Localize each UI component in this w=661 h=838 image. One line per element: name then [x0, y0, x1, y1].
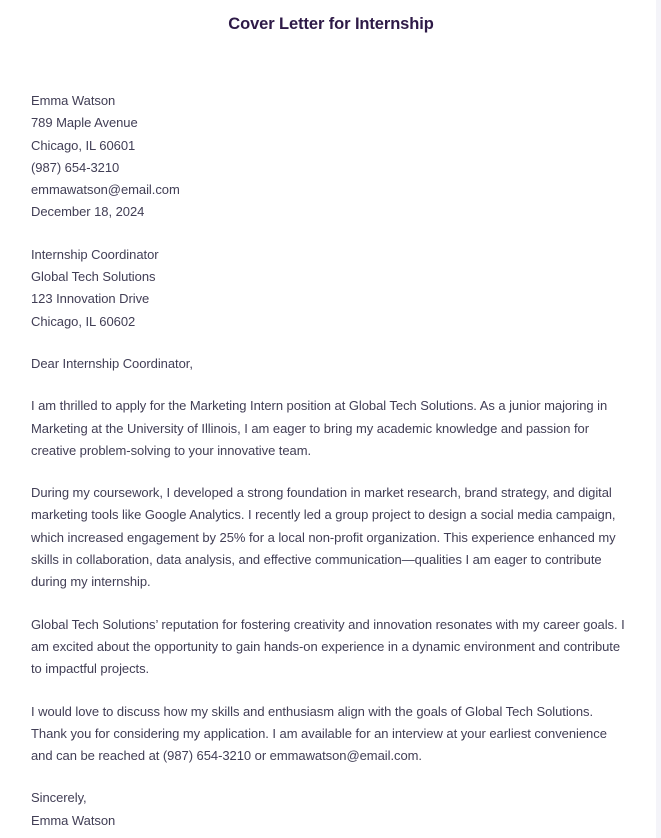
letter-date: December 18, 2024: [31, 204, 145, 220]
paragraph-call-to-action: I would love to discuss how my skills and enthusiasm align with the goals of Global Tech Solutions. Thank you for considering my application. I am available for an interview at your earliest convenience and can be reached at (987) 654-3210 or emmawatson@email.com.: [31, 703, 607, 764]
paragraph-company-motivation: Global Tech Solutions’ reputation for fostering creativity and innovation resonates with my career goals. I am excited about the opportunity to gain hands-on experience in a dynamic environment and contribute to impactful projects.: [31, 616, 625, 677]
recipient-block: [31, 244, 631, 333]
recipient-role: Internship Coordinator: [31, 246, 159, 262]
salutation: Dear Internship Coordinator,: [31, 355, 193, 371]
sender-name: Emma Watson: [31, 93, 116, 108]
document-title: Cover Letter for Internship: [228, 15, 434, 33]
sender-city: Chicago, IL 60601: [31, 137, 136, 153]
sender-block: [31, 90, 631, 224]
recipient-street: 123 Innovation Drive: [31, 291, 150, 307]
closing-valediction: Sincerely,: [31, 790, 87, 806]
scrollbar-track[interactable]: [656, 0, 661, 838]
recipient-company: Global Tech Solutions: [31, 269, 156, 285]
sender-email: emmawatson@email.com: [31, 182, 180, 198]
paragraph-coursework-experience: During my coursework, I developed a strong foundation in market research, brand strategy, and digital marketing tools like Google Analytics. I recently led a group project to design a social media campaign, which increased engagement by 25% for a local non-profit organization. This experience enhanced my skills in collaboration, data analysis, and effective communication—qualities I am eager to contribute during my internship.: [31, 485, 616, 590]
sender-street: 789 Maple Avenue: [31, 115, 138, 131]
closing-block: [31, 787, 631, 832]
recipient-city: Chicago, IL 60602: [31, 313, 136, 329]
signature-name: Emma Watson: [31, 812, 116, 828]
paragraph-introduction: I am thrilled to apply for the Marketing Intern position at Global Tech Solutions. As a junior majoring in Marketing at the University of Illinois, I am eager to bring my academic knowledge and passion for creative problem-solving to your innovative team.: [31, 398, 608, 458]
sender-phone: (987) 654-3210: [31, 159, 120, 175]
